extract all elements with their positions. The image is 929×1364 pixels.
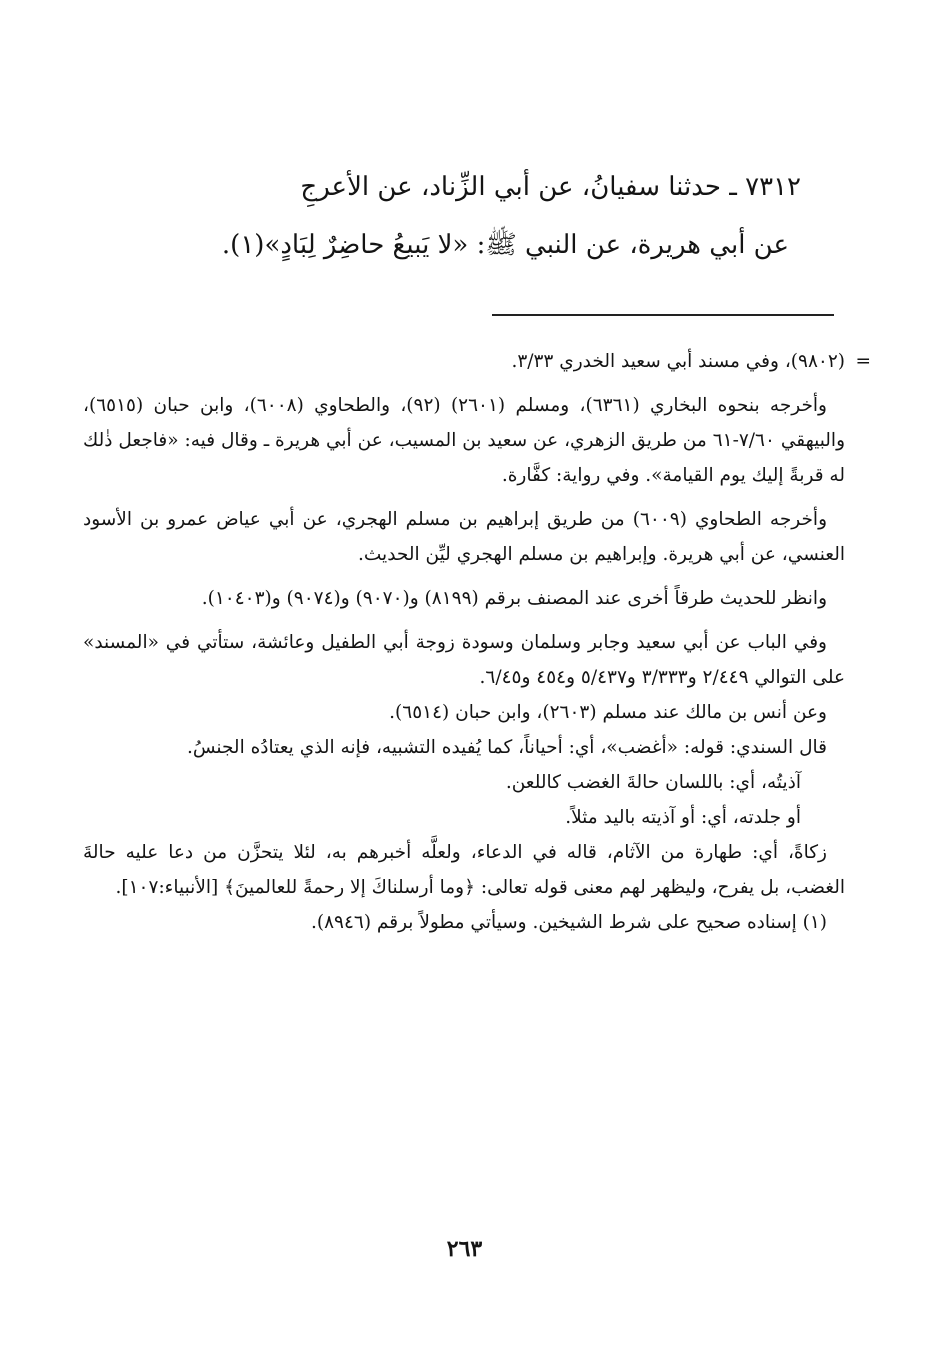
footnote-separator <box>492 314 834 316</box>
footnote-paragraph-6: وعن أنس بن مالك عند مسلم (٢٦٠٣)، وابن حبان (٦٥١٤). <box>389 702 827 723</box>
footnote-paragraph-4: وانظر للحديث طرقاً أخرى عند المصنف برقم (٨١٩٩) و(٩٠٧٠) و(٩٠٧٤) و(١٠٤٠٣). <box>201 588 827 609</box>
hadith-line-1: ٧٣١٢ ـ حدثنا سفيانُ، عن أبي الزِّناد، عن الأعرجِ <box>300 172 801 202</box>
footnotes-section <box>83 344 871 940</box>
footnote-1: (١) إسناده صحيح على شرط الشيخين. وسيأتي مطولاً برقم (٨٩٤٦). <box>310 912 827 933</box>
footnote-continuation <box>83 344 871 379</box>
footnote-paragraph-10: زكاةً، أي: طهارة من الآثام، قاله في الدعاء، ولعلَّه أخبرهم به، لئلا يتحزَّن من دعا عليه حالةَ الغضب، بل يفرح، وليظهر لهم معنى قوله تعالى: ﴿وما أرسلناكَ إلا رحمةً للعالمينَ﴾ [الأنبياء:١٠٧]. <box>83 842 845 898</box>
continuation-marker: = <box>855 351 871 372</box>
footnote-paragraph-7: قال السندي: قوله: «أغضب»، أي: أحياناً، كما يُفيده التشبيه، فإنه الذي يعتادُه الجنسُ. <box>186 737 827 758</box>
hadith-text <box>141 158 801 274</box>
footnote-paragraph-1: (٩٨٠٢)، وفي مسند أبي سعيد الخدري ٣/٣٣. <box>511 351 845 372</box>
footnote-paragraph-9: أو جلدته، أي: أو آذيته باليد مثلاً. <box>565 807 801 828</box>
hadith-line-2: عن أبي هريرة، عن النبي ﷺ: «لا يَبيعُ حاضِرٌ لِبَادٍ»(١). <box>221 230 789 260</box>
footnote-paragraph-5: وفي الباب عن أبي سعيد وجابر وسلمان وسودة زوجة أبي الطفيل وعائشة، ستأتي في «المسند» على التوالي ٢/٤٤٩ و٣/٣٣٣ و٥/٤٣٧ و٤٥٤ و٦/٤٥. <box>83 632 845 688</box>
footnote-paragraph-2: وأخرجه بنحوه البخاري (٦٣٦١)، ومسلم (٢٦٠١) (٩٢)، والطحاوي (٦٠٠٨)، وابن حبان (٦٥١٥)، والبيهقي ٧/٦٠-٦١ من طريق الزهري، عن سعيد بن المسيب، عن أبي هريرة ـ وقال فيه: «فاجعل ذٰلك له قربةً إليك يوم القيامة». وفي رواية: كفَّارة. <box>83 395 846 486</box>
footnote-paragraph-8: آذيتُه، أي: باللسان حالةَ الغضب كاللعن. <box>505 772 801 793</box>
page-number: ٢٦٣ <box>446 1236 483 1262</box>
footnote-paragraph-3: وأخرجه الطحاوي (٦٠٠٩) من طريق إبراهيم بن مسلم الهجري، عن أبي عياض عمرو بن الأسود العنسي، عن أبي هريرة. وإبراهيم بن مسلم الهجري ليِّن الحديث. <box>83 509 845 565</box>
